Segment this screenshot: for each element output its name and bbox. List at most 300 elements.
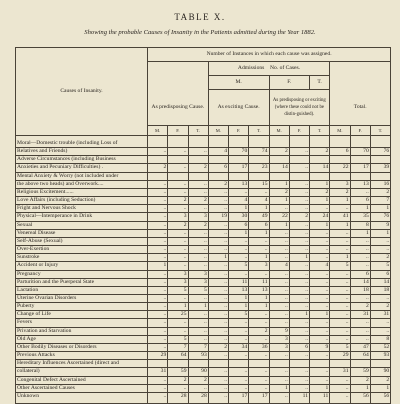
cell-value [249,136,269,148]
cell-value: 1 [148,262,168,270]
cause-label: Other Ascertained Causes [16,384,148,392]
cell-value: .. [208,392,228,403]
exciting-header: As exciting Cause. [208,90,269,126]
cell-value: .. [289,188,309,196]
cell-value: 2 [188,164,208,172]
cell-value: 1 [330,254,350,262]
cell-value: 1 [229,294,249,302]
sub-header-3: M. [208,126,228,136]
cell-value: 9 [269,327,289,335]
cell-value: 7 [370,197,390,205]
cell-value: .. [188,262,208,270]
cell-value: .. [289,229,309,237]
cell-value: 3 [168,278,188,286]
cell-value: 11 [229,278,249,286]
combined-header: As predisposing or exciting (where these could not be distin-guished). [269,90,330,126]
cell-value: .. [310,335,330,343]
cell-value: 4 [269,262,289,270]
cell-value: .. [208,327,228,335]
no-of-cases-label: No. of Cases. [269,65,301,71]
cell-value: .. [229,327,249,335]
cell-value: 1 [249,303,269,311]
cause-label: Fright and Nervous Shock [16,205,148,213]
cell-value [310,360,330,368]
cell-value: .. [168,319,188,327]
cell-value: 1 [229,303,249,311]
cell-value: .. [208,286,228,294]
cell-value: 70 [350,148,370,156]
cell-value: 1 [310,221,330,229]
cell-value [370,136,390,148]
cell-value: .. [188,311,208,319]
cell-value: 7 [188,343,208,351]
table-row [16,303,391,311]
cell-value: .. [310,278,330,286]
cell-value [310,156,330,164]
cell-value: .. [289,164,309,172]
cell-value: .. [289,221,309,229]
cell-value: 1 [229,229,249,237]
table-row [16,311,391,319]
cell-value: .. [350,188,370,196]
cause-label: Moral—Domestic trouble (including Loss of [16,136,148,148]
cell-value: .. [168,262,188,270]
cell-value: .. [208,188,228,196]
cause-label: Accident or Injury [16,262,148,270]
cell-value: .. [208,335,228,343]
cell-value: 3 [168,213,188,221]
sub-header-9: M. [330,126,350,136]
cell-value: .. [289,180,309,188]
cell-value: 1 [269,384,289,392]
cell-value: 34 [229,343,249,351]
cell-value: .. [188,319,208,327]
cell-value: .. [208,197,228,205]
cell-value: 23 [249,164,269,172]
table-row [16,360,391,368]
cell-value: .. [148,376,168,384]
cell-value: .. [249,376,269,384]
cell-value: .. [208,229,228,237]
cell-value: .. [168,205,188,213]
cell-value: .. [208,237,228,245]
cell-value: .. [148,148,168,156]
cause-label: Congenital Defect Ascertained [16,376,148,384]
cell-value: .. [208,352,228,360]
cause-label: Adverse Circumstances (including Business [16,156,148,164]
cell-value: .. [188,148,208,156]
cell-value [330,172,350,180]
cell-value: 56 [370,392,390,403]
cell-value: .. [289,368,309,376]
cell-value: .. [148,213,168,221]
table-row [16,270,391,278]
cell-value: .. [249,319,269,327]
cell-value: 2 [370,376,390,384]
cell-value: .. [269,278,289,286]
causes-table [15,47,391,404]
cell-value: 6 [208,164,228,172]
cell-value [168,136,188,148]
cell-value: 59 [168,368,188,376]
cell-value: 11 [310,392,330,403]
cell-value: .. [310,237,330,245]
cell-value: .. [208,270,228,278]
table-row [16,319,391,327]
cell-value: .. [330,384,350,392]
cell-value: .. [229,384,249,392]
sub-header-2: T. [188,126,208,136]
cell-value: 19 [208,213,228,221]
cause-label: Pregnancy [16,270,148,278]
cell-value: .. [269,254,289,262]
cell-value: 59 [350,368,370,376]
cell-value: .. [188,205,208,213]
cell-value: 2 [208,180,228,188]
cell-value: .. [148,294,168,302]
cell-value [330,156,350,164]
cell-value: 11 [289,392,309,403]
cell-value: .. [229,254,249,262]
cell-value: 31 [148,368,168,376]
cell-value: 74 [249,148,269,156]
cell-value: 6 [289,343,309,351]
cell-value: 4 [229,197,249,205]
cause-label: Anxieties and Pecuniary Difficulties) . [16,164,148,172]
cause-label: Mental Anxiety & Worry (not included under [16,172,148,180]
cell-value: .. [148,221,168,229]
cell-value: .. [310,286,330,294]
total-header: Total. [330,90,391,126]
cell-value: .. [208,221,228,229]
cell-value: .. [148,311,168,319]
cell-value: 11 [249,278,269,286]
cell-value: .. [148,327,168,335]
table-row [16,294,391,302]
cell-value: .. [310,303,330,311]
cell-value: .. [148,197,168,205]
cell-value: 1 [370,205,390,213]
cell-value: 2 [370,303,390,311]
cell-value: 2 [370,188,390,196]
cell-value: .. [289,319,309,327]
cell-value: 17 [229,164,249,172]
cell-value: .. [168,148,188,156]
cell-value: .. [208,205,228,213]
cell-value: .. [168,327,188,335]
cell-value: 1 [370,229,390,237]
cell-value: .. [269,392,289,403]
cell-value [188,156,208,164]
cell-value: 49 [249,213,269,221]
cell-value: 9 [370,221,390,229]
cell-value: 64 [168,352,188,360]
cell-value: .. [208,376,228,384]
table-row [16,205,391,213]
cell-value: 22 [269,213,289,221]
cell-value: 14 [350,278,370,286]
cell-value: .. [168,229,188,237]
cell-value: 6 [350,270,370,278]
cell-value: .. [168,188,188,196]
cell-value [289,156,309,164]
cell-value: .. [269,352,289,360]
cell-value [330,360,350,368]
cell-value: 3 [330,180,350,188]
table-row [16,286,391,294]
cell-value: 1 [249,294,269,302]
cell-value: 3 [168,270,188,278]
cell-value: .. [289,376,309,384]
t-header: T. [310,76,330,90]
cell-value: 5 [229,262,249,270]
cell-value: 76 [370,213,390,221]
cell-value: 6 [350,197,370,205]
cell-value: 64 [350,352,370,360]
admissions-header [208,62,330,76]
cell-value: 8 [370,335,390,343]
cell-value: 2 [269,188,289,196]
table-row [16,148,391,156]
cell-value: 13 [249,286,269,294]
cell-value: 1 [310,197,330,205]
cell-value: .. [289,197,309,205]
cell-value [310,172,330,180]
cell-value: .. [310,254,330,262]
cell-value: .. [188,294,208,302]
cell-value [330,136,350,148]
table-row [16,237,391,245]
cell-value: .. [330,319,350,327]
cell-value: 1 [269,180,289,188]
cell-value: 13 [229,180,249,188]
cell-value: 14 [310,164,330,172]
cell-value: .. [168,384,188,392]
cell-value: .. [310,205,330,213]
cell-value: .. [350,254,370,262]
cell-value: .. [289,262,309,270]
cell-value: .. [229,368,249,376]
cell-value: .. [249,368,269,376]
sub-header-4: F. [229,126,249,136]
cell-value: .. [330,229,350,237]
cell-value: 5 [188,286,208,294]
cell-value: 93 [370,352,390,360]
cell-value [148,136,168,148]
cell-value: .. [269,303,289,311]
cause-label: Change of Life [16,311,148,319]
cell-value [188,136,208,148]
cell-value [269,172,289,180]
table-row [16,327,391,335]
cell-value [350,136,370,148]
cause-label: Puberty [16,303,148,311]
cell-value: .. [249,188,269,196]
cause-label: Sexual [16,221,148,229]
cell-value: .. [289,148,309,156]
cell-value: .. [249,352,269,360]
admissions-label: Admissions [237,65,265,71]
cell-value: .. [330,246,350,254]
cell-value [370,172,390,180]
cell-value [208,136,228,148]
cell-value: .. [148,392,168,403]
cell-value: 6 [229,221,249,229]
cell-value: .. [289,237,309,245]
cell-value: 90 [370,368,390,376]
cause-label: Uterine Ovarian Disorders [16,294,148,302]
sub-header-10: F. [350,126,370,136]
cause-label: the above two heads) and Overwork.... [16,180,148,188]
cell-value: 13 [350,180,370,188]
table-row [16,188,391,196]
cell-value: .. [310,229,330,237]
cell-value: .. [148,335,168,343]
table-row [16,180,391,188]
cell-value: .. [269,376,289,384]
cell-value [229,136,249,148]
cell-value: .. [249,384,269,392]
cell-value: .. [148,343,168,351]
table-row [16,172,391,180]
cell-value: 17 [229,392,249,403]
cell-value: .. [208,246,228,254]
cell-value [208,360,228,368]
cell-value: .. [350,262,370,270]
cell-value: 28 [188,392,208,403]
cell-value [208,172,228,180]
sub-header-6: M. [269,126,289,136]
cell-value: .. [310,270,330,278]
cell-value: 31 [350,311,370,319]
cell-value: 29 [330,352,350,360]
cell-value: .. [330,286,350,294]
cell-value: 2 [188,197,208,205]
cell-value: .. [168,180,188,188]
cell-value: .. [289,303,309,311]
cell-value: 2 [249,327,269,335]
cell-value: 1 [289,311,309,319]
cell-value: .. [168,254,188,262]
cell-value: .. [188,335,208,343]
cell-value: 2 [330,188,350,196]
cause-label: Previous Attacks [16,352,148,360]
cell-value: 3 [188,278,208,286]
cell-value: 2 [188,376,208,384]
cell-value: .. [350,335,370,343]
cause-label: Hereditary Influences Ascertained (direct and [16,360,148,368]
cell-value [289,136,309,148]
cell-value: 1 [310,384,330,392]
cell-value: .. [289,335,309,343]
cell-value: 1 [249,205,269,213]
cell-value: 2 [148,164,168,172]
cell-value [168,172,188,180]
table-subtitle: Showing the probable Causes of Insanity in the Patients admitted during the Year 1882. [84,29,316,36]
cell-value: 93 [188,352,208,360]
cell-value: 70 [229,148,249,156]
table-row [16,343,391,351]
cell-value: .. [330,327,350,335]
cell-value [350,360,370,368]
f-header: F. [269,76,310,90]
cell-value: 13 [229,286,249,294]
cell-value: .. [188,237,208,245]
predisposing-header: As predisposing Cause. [148,90,209,126]
cell-value: 2 [310,148,330,156]
cell-value: .. [370,246,390,254]
cell-value: 4 [310,262,330,270]
cell-value: 36 [249,343,269,351]
cell-value: .. [148,278,168,286]
sub-header-5: T. [249,126,269,136]
cell-value: .. [310,376,330,384]
cause-label: Fevers [16,319,148,327]
cell-value: 30 [229,213,249,221]
cell-value: 22 [330,164,350,172]
cell-value: .. [188,384,208,392]
table-row [16,352,391,360]
cause-label: Venereal Disease [16,229,148,237]
table-row [16,376,391,384]
cell-value [188,172,208,180]
cell-value: 1 [269,197,289,205]
cell-value: 4 [249,197,269,205]
cell-value: .. [208,368,228,376]
cell-value: 3 [188,213,208,221]
cell-value: 18 [370,286,390,294]
cell-value: 35 [350,213,370,221]
cell-value: 15 [249,180,269,188]
cell-value: 5 [168,286,188,294]
table-row [16,164,391,172]
sub-header-1: F. [168,126,188,136]
cell-value: 1 [330,197,350,205]
cause-label: collateral) [16,368,148,376]
cell-value [350,172,370,180]
sub-header-0: M. [148,126,168,136]
cell-value: 90 [188,368,208,376]
cell-value: .. [168,294,188,302]
cell-value: .. [148,188,168,196]
cell-value: 29 [148,352,168,360]
cell-value: .. [188,188,208,196]
cell-value: 56 [350,392,370,403]
cell-value: .. [330,278,350,286]
cell-value: 5 [229,311,249,319]
cell-value: .. [229,376,249,384]
cell-value: 6 [330,148,350,156]
cause-label: Old Age [16,335,148,343]
cell-value: 2 [350,376,370,384]
cell-value: 5 [330,262,350,270]
cell-value: .. [289,327,309,335]
table-row [16,197,391,205]
cell-value [370,156,390,164]
cell-value: 16 [370,180,390,188]
cell-value: .. [249,270,269,278]
cell-value: 3 [269,335,289,343]
cell-value: .. [310,246,330,254]
table-row [16,229,391,237]
cell-value: 1 [310,311,330,319]
cell-value: .. [148,246,168,254]
table-row [16,368,391,376]
cell-value: .. [229,246,249,254]
cell-value: .. [168,164,188,172]
cause-label: Unknown [16,392,148,403]
cell-value: 1 [249,254,269,262]
